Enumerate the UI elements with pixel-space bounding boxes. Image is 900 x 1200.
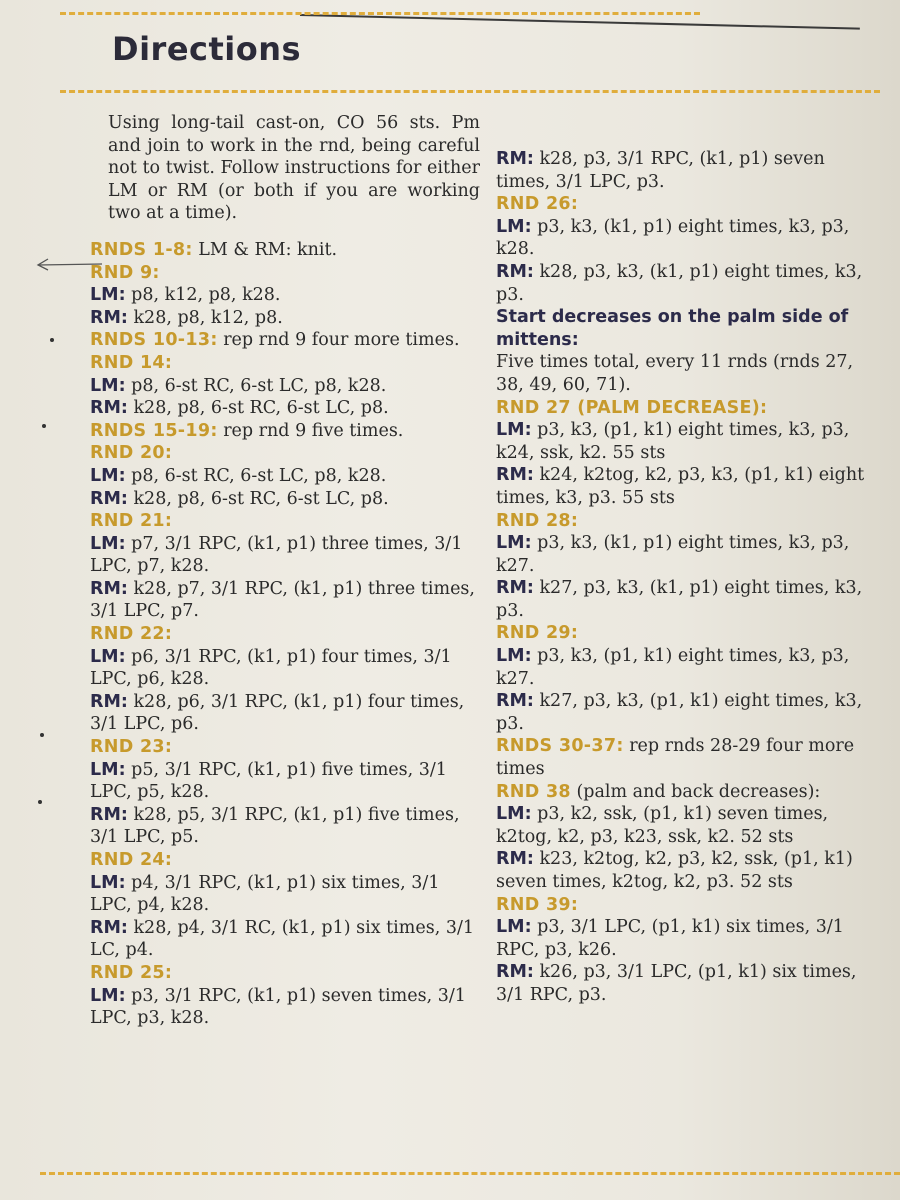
left-instruction-list: [90, 239, 480, 1030]
pencil-mark: [40, 733, 44, 737]
mitten-label: RM:: [90, 578, 128, 599]
round-heading: RNDS 30-37:: [496, 736, 624, 757]
bold-note: Start decreases on the palm side of mittens:: [496, 307, 849, 350]
instruction-line: [90, 985, 480, 1030]
mitten-label: RM:: [90, 917, 128, 938]
right-instruction-list: [496, 148, 866, 1007]
round-heading: RND 39:: [496, 894, 579, 915]
instruction-line: [90, 262, 480, 285]
instruction-text: p6, 3/1 RPC, (k1, p1) four times, 3/1 LPC, p6, k28.: [90, 646, 452, 690]
instruction-line: [90, 849, 480, 872]
pencil-mark: [42, 424, 46, 428]
mitten-label: LM:: [90, 759, 126, 780]
instruction-line: [90, 691, 480, 736]
mitten-label: LM:: [496, 917, 532, 938]
instruction-line: [496, 419, 866, 464]
round-heading: RNDS 10-13:: [90, 330, 218, 351]
instruction-line: [90, 510, 480, 533]
mitten-label: LM:: [90, 533, 126, 554]
instruction-text: p3, 3/1 RPC, (k1, p1) seven times, 3/1 LPC, p3, k28.: [90, 985, 466, 1029]
mitten-label: LM:: [496, 533, 532, 554]
instruction-line: [90, 646, 480, 691]
instruction-line: [496, 916, 866, 961]
round-heading: RND 9:: [90, 262, 160, 283]
round-heading: RNDS 1-8:: [90, 239, 193, 260]
instruction-text: rep rnd 9 four more times.: [217, 330, 460, 351]
instruction-line: [496, 510, 866, 533]
instruction-line: [90, 465, 480, 488]
instruction-text: Five times total, every 11 rnds (rnds 27, 38, 49, 60, 71).: [496, 352, 854, 395]
mitten-label: RM:: [496, 691, 534, 712]
instruction-line: [496, 781, 866, 804]
mitten-label: LM:: [90, 985, 126, 1006]
round-heading: RND 24:: [90, 850, 173, 870]
instruction-line: [90, 329, 480, 352]
mitten-label: RM:: [90, 398, 128, 419]
instruction-text: p8, k12, p8, k28.: [125, 285, 281, 306]
instruction-text: k26, p3, 3/1 LPC, (p1, k1) six times, 3/1 RPC, p3.: [496, 962, 857, 1005]
instruction-text: k28, p8, 6-st RC, 6-st LC, p8.: [127, 488, 389, 509]
instruction-text: k28, p5, 3/1 RPC, (k1, p1) five times, 3/1 LPC, p5.: [90, 804, 460, 848]
instruction-line: [90, 397, 480, 420]
instruction-text: rep rnd 9 five times.: [217, 420, 404, 441]
instruction-line: [90, 488, 480, 511]
instruction-text: (palm and back decreases):: [570, 781, 821, 802]
round-heading: RND 26:: [496, 194, 579, 215]
round-heading: RNDS 15-19:: [90, 420, 218, 441]
instruction-line: [90, 736, 480, 759]
mitten-label: LM:: [90, 285, 126, 306]
instruction-text: k28, p7, 3/1 RPC, (k1, p1) three times, 3/1 LPC, p7.: [90, 578, 475, 622]
right-column: [496, 148, 866, 1007]
instruction-text: p3, k3, (k1, p1) eight times, k3, p3, k27.: [496, 533, 850, 576]
instruction-text: p3, k2, ssk, (p1, k1) seven times, k2tog, k2, p3, k23, ssk, k2. 52 sts: [496, 804, 829, 847]
instruction-line: [90, 962, 480, 985]
instruction-line: [90, 623, 480, 646]
mitten-label: RM:: [90, 804, 128, 825]
mitten-label: RM:: [90, 691, 128, 712]
mitten-label: RM:: [496, 578, 534, 599]
mitten-label: RM:: [90, 307, 128, 328]
instruction-line: [90, 442, 480, 465]
instruction-line: [496, 645, 866, 690]
mitten-label: RM:: [496, 149, 534, 169]
instruction-line: [90, 352, 480, 375]
instruction-line: [496, 577, 866, 622]
section-title: Directions: [112, 30, 302, 68]
instruction-line: [496, 690, 866, 735]
round-heading: RND 21:: [90, 511, 173, 532]
instruction-line: [496, 306, 866, 351]
mitten-label: LM:: [496, 646, 532, 667]
mitten-label: LM:: [90, 375, 126, 396]
instruction-text: p5, 3/1 RPC, (k1, p1) five times, 3/1 LPC, p5, k28.: [90, 759, 447, 803]
instruction-line: [496, 216, 866, 261]
instruction-line: [496, 351, 866, 396]
dashed-rule-title: [60, 90, 880, 93]
round-heading: RND 27 (PALM DECREASE):: [496, 397, 768, 418]
instruction-line: [90, 239, 480, 262]
instruction-line: [90, 804, 480, 849]
round-heading: RND 22:: [90, 624, 173, 645]
left-column: [90, 112, 480, 1030]
round-heading: RND 29:: [496, 623, 579, 644]
instruction-text: k28, p8, 6-st RC, 6-st LC, p8.: [127, 398, 389, 419]
pencil-mark: [50, 338, 54, 342]
instruction-line: [90, 917, 480, 962]
instruction-line: [90, 307, 480, 330]
round-heading: RND 23:: [90, 737, 173, 758]
pencil-mark: [38, 800, 42, 804]
instruction-line: [496, 735, 866, 780]
instruction-text: k27, p3, k3, (p1, k1) eight times, k3, p3.: [496, 691, 863, 734]
instruction-text: k28, p3, k3, (k1, p1) eight times, k3, p3.: [496, 261, 863, 305]
mitten-label: LM:: [496, 216, 532, 237]
instruction-line: [90, 759, 480, 804]
instruction-text: k28, p6, 3/1 RPC, (k1, p1) four times, 3/1 LPC, p6.: [90, 691, 465, 735]
instruction-line: [496, 622, 866, 645]
instruction-line: [496, 848, 866, 893]
instruction-text: p3, 3/1 LPC, (p1, k1) six times, 3/1 RPC, p3, k26.: [496, 917, 844, 960]
page-edge-line: [300, 14, 860, 30]
instruction-line: [90, 533, 480, 578]
instruction-text: k24, k2tog, k2, p3, k3, (p1, k1) eight times, k3, p3. 55 sts: [496, 465, 865, 508]
mitten-label: RM:: [496, 849, 534, 870]
mitten-label: RM:: [90, 488, 128, 509]
mitten-label: LM:: [90, 646, 126, 667]
instruction-text: k28, p8, k12, p8.: [127, 307, 283, 328]
instruction-text: p3, k3, (k1, p1) eight times, k3, p3, k28.: [496, 216, 850, 260]
instruction-line: [496, 193, 866, 216]
mitten-label: RM:: [496, 261, 534, 282]
instruction-text: rep rnds 28-29 four more times: [496, 736, 855, 780]
round-heading: RND 25:: [90, 962, 173, 983]
instruction-text: LM & RM: knit.: [192, 239, 338, 260]
instruction-line: [90, 578, 480, 623]
instruction-line: [90, 375, 480, 398]
dashed-rule-bottom: [40, 1172, 900, 1175]
instruction-text: p8, 6-st RC, 6-st LC, p8, k28.: [125, 375, 387, 396]
mitten-label: RM:: [496, 962, 534, 983]
mitten-label: LM:: [496, 420, 532, 441]
instruction-line: [496, 894, 866, 917]
instruction-text: p4, 3/1 RPC, (k1, p1) six times, 3/1 LPC, p4, k28.: [90, 872, 440, 916]
instruction-line: [90, 284, 480, 307]
mitten-label: RM:: [496, 465, 534, 486]
round-heading: RND 28:: [496, 510, 579, 531]
intro-paragraph: Using long-tail cast-on, CO 56 sts. Pm and join to work in the rnd, being careful not to twist. Follow instructions for either LM or RM (or both if you are working two at a time).: [108, 113, 480, 224]
instruction-text: k28, p4, 3/1 RC, (k1, p1) six times, 3/1 LC, p4.: [90, 917, 474, 961]
instruction-text: p7, 3/1 RPC, (k1, p1) three times, 3/1 LPC, p7, k28.: [90, 533, 463, 577]
instruction-line: [496, 464, 866, 509]
instruction-line: [496, 803, 866, 848]
round-heading: RND 20:: [90, 443, 173, 464]
dashed-rule-top: [60, 12, 700, 15]
round-heading: RND 38: [496, 781, 571, 802]
instruction-text: k28, p3, 3/1 RPC, (k1, p1) seven times, 3/1 LPC, p3.: [496, 149, 825, 192]
instruction-line: [496, 261, 866, 306]
instruction-line: [496, 961, 866, 1006]
mitten-label: LM:: [90, 872, 126, 893]
instruction-text: p8, 6-st RC, 6-st LC, p8, k28.: [125, 465, 387, 486]
round-heading: RND 14:: [90, 352, 173, 373]
instruction-text: p3, k3, (p1, k1) eight times, k3, p3, k27.: [496, 646, 850, 689]
instruction-line: [90, 420, 480, 443]
instruction-line: [496, 532, 866, 577]
instruction-line: [90, 872, 480, 917]
instruction-line: [496, 148, 866, 193]
instruction-text: p3, k3, (p1, k1) eight times, k3, p3, k24, ssk, k2. 55 sts: [496, 420, 850, 463]
instruction-line: [496, 397, 866, 420]
instruction-text: k23, k2tog, k2, p3, k2, ssk, (p1, k1) seven times, k2tog, k2, p3. 52 sts: [496, 849, 853, 892]
mitten-label: LM:: [90, 465, 126, 486]
mitten-label: LM:: [496, 804, 532, 825]
instruction-text: k27, p3, k3, (k1, p1) eight times, k3, p3.: [496, 578, 863, 621]
